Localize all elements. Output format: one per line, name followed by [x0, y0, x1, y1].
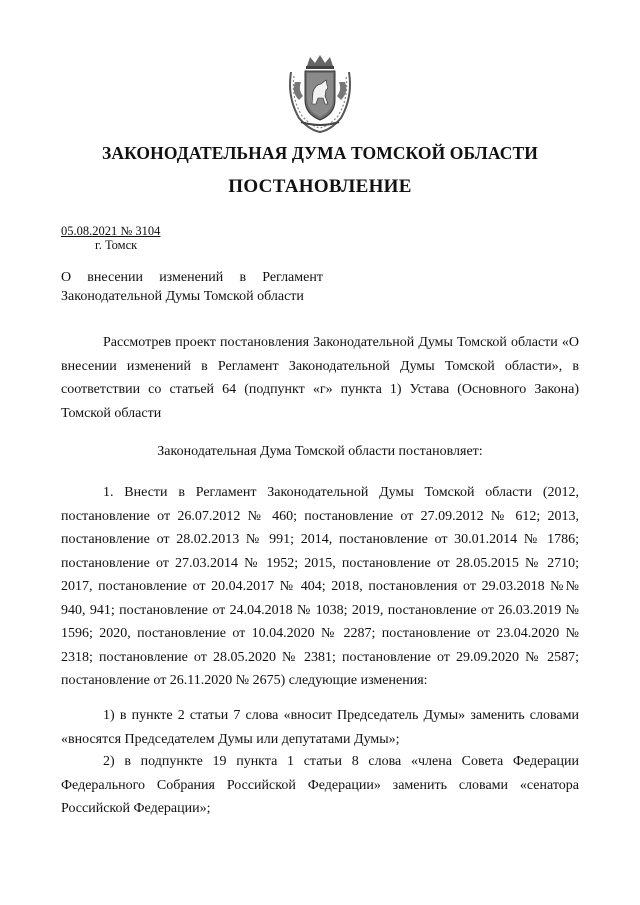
subclause-2-paragraph: 2) в подпункте 19 пункта 1 статьи 8 слова «члена Совета Федерации Федерального Собрания Российской Федерации» заменить словами «сенатора Российской Федерации»; [61, 754, 579, 816]
clause-1-paragraph: 1. Внести в Регламент Законодательной Думы Томской области (2012, постановление от 26.07.2012 № 460; постановление от 27.09.2012 № 612; 2013, постановление от 28.02.2013 № 991; 2014, постановление от 30.01.2014 № 1786; постановление от 27.03.2014 № 1952; 2015, постановление от 28.05.2015 № 2710; 2017, постановление от 20.04.2017 № 404; 2018, постановления от 29.03.2018 №№ 940, 941; постановление от 24.04.2018 № 1038; 2019, постановление от 26.03.2019 № 1596; 2020, постановление от 10.04.2020 № 2287; постановление от 23.04.2020 № 2318; постановление от 28.05.2020 № 2381; постановление от 29.09.2020 № 2587; постановление от 26.11.2020 № 2675) следующие изменения: [61, 485, 579, 688]
tomsk-region-coat-of-arms-icon [285, 52, 355, 134]
subclause-1-paragraph: 1) в пункте 2 статьи 7 слова «вносит Председатель Думы» заменить словами «вносятся Председателем Думы или депутатами Думы»; [61, 708, 579, 747]
preamble-paragraph: Рассмотрев проект постановления Законодательной Думы Томской области «О внесении изменений в Регламент Законодательной Думы Томской области», в соответствии со статьей 64 (подпункт «г» пункта 1) Устава (Основного Закона) Томской области [61, 335, 579, 421]
document-subject [61, 268, 323, 306]
organization-title: ЗАКОНОДАТЕЛЬНАЯ ДУМА ТОМСКОЙ ОБЛАСТИ [102, 143, 538, 163]
document-date-number: 05.08.2021 № 3104 [61, 224, 161, 238]
resolution-statement: Законодательная Дума Томской области постановляет: [157, 444, 483, 459]
subject-word: О [61, 270, 72, 285]
subject-word: в [239, 270, 247, 285]
document-type-title: ПОСТАНОВЛЕНИЕ [228, 176, 412, 197]
subject-word: внесении [87, 270, 144, 285]
subject-line-2: Законодательной Думы Томской области [61, 289, 304, 304]
subject-line-1 [61, 268, 323, 287]
subject-word: изменений [159, 270, 224, 285]
document-city: г. Томск [95, 238, 138, 252]
subject-word: Регламент [262, 270, 323, 285]
